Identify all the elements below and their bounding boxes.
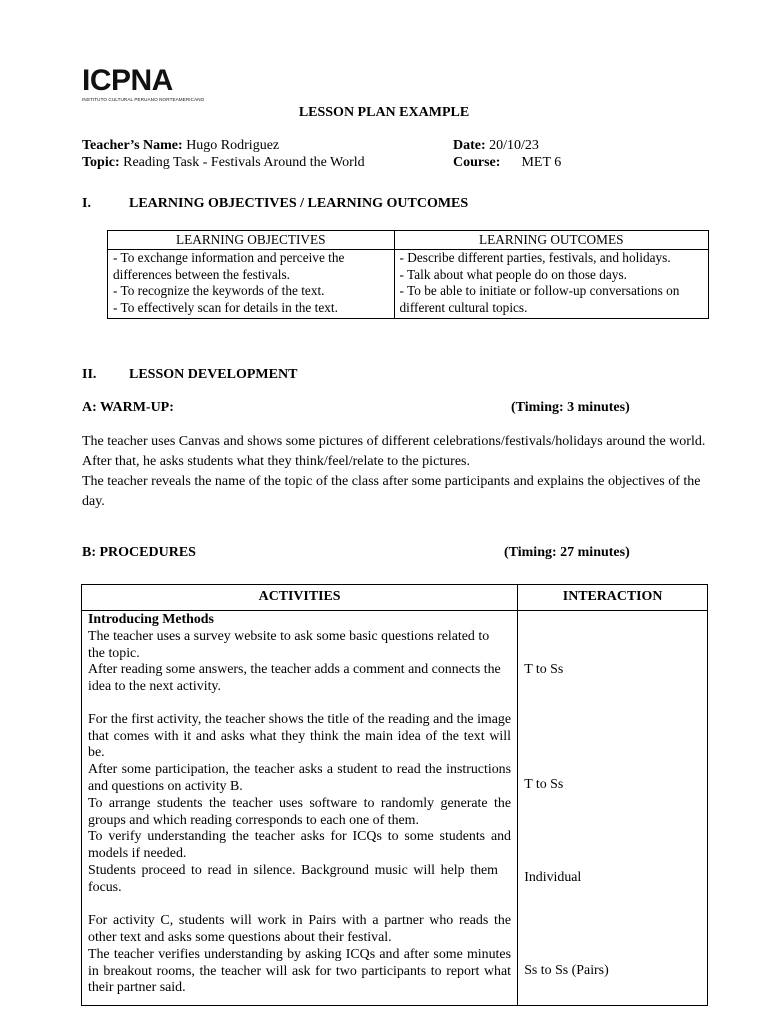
- outcome-item: - Describe different parties, festivals, and holidays.: [399, 250, 671, 265]
- date-line: [453, 138, 539, 154]
- interaction-value: Individual: [524, 870, 582, 885]
- activity-text: The teacher uses a survey website to ask some basic questions related to the topic.: [88, 629, 490, 661]
- date-value: 20/10/23: [489, 138, 539, 153]
- section-1-heading: [82, 196, 468, 212]
- course-value: MET 6: [521, 155, 562, 170]
- activity-text: The teacher verifies understanding by asking ICQs and after some minutes in breakout rooms, the teacher will ask for two participants to report what their partner said.: [88, 947, 511, 996]
- procedures-label: B: PROCEDURES: [82, 545, 196, 560]
- activity-text: After reading some answers, the teacher adds a comment and connects the idea to the next activity.: [88, 662, 501, 694]
- interaction-value: T to Ss: [524, 662, 564, 677]
- activity-text: Students proceed to read in silence. Background music will help them focus.: [88, 863, 498, 895]
- teacher-label: Teacher’s Name:: [82, 138, 183, 153]
- interaction-value: T to Ss: [524, 777, 564, 792]
- activity-text: After some participation, the teacher asks a student to read the instructions and questions on activity B.: [88, 762, 511, 794]
- interaction-value: Ss to Ss (Pairs): [524, 963, 609, 978]
- section-1-title: LEARNING OBJECTIVES / LEARNING OUTCOMES: [129, 196, 469, 211]
- outcomes-header: LEARNING OUTCOMES: [394, 231, 708, 250]
- logo-subtitle: INSTITUTO CULTURAL PERUANO NORTEAMERICANO: [82, 97, 205, 102]
- objectives-table: [107, 230, 709, 319]
- topic-label: Topic:: [82, 155, 120, 170]
- outcome-item: - Talk about what people do on those days.: [399, 266, 627, 282]
- procedures-timing: (Timing: 27 minutes): [504, 545, 630, 560]
- section-2-title: LESSON DEVELOPMENT: [129, 367, 298, 382]
- topic-line: [82, 155, 365, 171]
- activity-text: For activity C, students will work in Pairs with a partner who reads the other text and asks some questions about their festival.: [88, 913, 511, 945]
- objectives-header: LEARNING OBJECTIVES: [108, 231, 395, 250]
- course-label: Course:: [453, 155, 501, 170]
- activity-text: To verify understanding the teacher asks for ICQs to some students and models if needed.: [88, 829, 511, 861]
- topic-value: Reading Task - Festivals Around the World: [123, 155, 365, 170]
- activities-cell: [82, 611, 518, 1006]
- warmup-label: A: WARM-UP:: [82, 400, 174, 415]
- activities-header: ACTIVITIES: [82, 585, 518, 611]
- course-line: [453, 155, 561, 171]
- intro-heading: Introducing Methods: [88, 612, 214, 627]
- section-2-heading: [82, 367, 297, 383]
- warmup-paragraph: The teacher uses Canvas and shows some pictures of different celebrations/festivals/holidays around the world. After that, he asks students what they think/feel/relate to the pictures.: [82, 434, 706, 469]
- objective-item: - To effectively scan for details in the text.: [113, 299, 338, 315]
- activity-text: To arrange students the teacher uses software to randomly generate the groups and which reading corresponds to each one of them.: [88, 796, 511, 828]
- section-2-number: II.: [82, 367, 97, 382]
- warmup-description: [82, 432, 712, 512]
- activity-text: For the first activity, the teacher shows the title of the reading and the image that comes with it and asks what they think the main idea of the text will be.: [88, 712, 512, 761]
- warmup-timing: (Timing: 3 minutes): [511, 400, 630, 415]
- date-label: Date:: [453, 138, 486, 153]
- teacher-value: Hugo Rodriguez: [186, 138, 280, 153]
- objectives-cell: [108, 250, 395, 319]
- section-1-number: I.: [82, 196, 91, 211]
- activities-table: [81, 584, 708, 1006]
- interaction-header: INTERACTION: [518, 585, 708, 611]
- objective-item: - To recognize the keywords of the text.: [113, 283, 325, 299]
- objective-item: - To exchange information and perceive the differences between the festivals.: [113, 250, 345, 282]
- interaction-cell: [518, 611, 708, 1006]
- outcome-item: - To be able to initiate or follow-up conversations on different cultural topics.: [399, 283, 680, 315]
- logo-wordmark: ICPNA: [82, 64, 173, 97]
- page-title: LESSON PLAN EXAMPLE: [298, 105, 470, 120]
- warmup-paragraph: The teacher reveals the name of the topic of the class after some participants and explains the objectives of the day.: [82, 474, 701, 509]
- icpna-logo: [82, 66, 206, 106]
- teacher-name-line: [82, 138, 279, 154]
- outcomes-cell: [394, 250, 708, 319]
